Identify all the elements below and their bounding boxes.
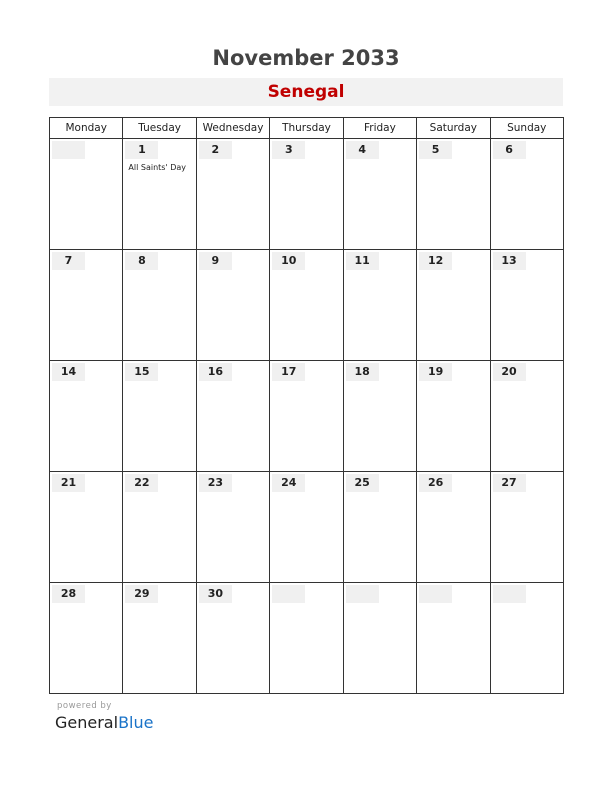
week-row <box>50 583 564 694</box>
country-banner <box>49 78 563 106</box>
holiday-label: All Saints' Day <box>128 163 186 172</box>
day-cell <box>343 139 416 250</box>
weekday-wednesday: Wednesday <box>196 118 269 139</box>
day-number: 13 <box>493 252 526 270</box>
day-number: 18 <box>346 363 379 381</box>
day-cell <box>343 361 416 472</box>
day-cell <box>417 583 490 694</box>
calendar-title: November 2033 <box>212 46 400 70</box>
brand-name-part2: Blue <box>118 713 154 732</box>
day-cell <box>50 361 123 472</box>
day-number: 14 <box>52 363 85 381</box>
day-number: 21 <box>52 474 85 492</box>
day-number: 16 <box>199 363 232 381</box>
day-number: 2 <box>199 141 232 159</box>
brand-name-part1: General <box>55 713 119 732</box>
day-cell <box>270 361 343 472</box>
day-number: 12 <box>419 252 452 270</box>
day-number <box>419 585 452 603</box>
day-cell <box>123 472 196 583</box>
day-number: 22 <box>125 474 158 492</box>
day-number <box>493 585 526 603</box>
day-cell <box>123 361 196 472</box>
generalblue-logo[interactable] <box>55 713 153 732</box>
day-cell <box>50 472 123 583</box>
day-number: 20 <box>493 363 526 381</box>
week-row <box>50 361 564 472</box>
day-cell <box>196 472 269 583</box>
weekday-friday: Friday <box>343 118 416 139</box>
powered-by-label: powered by <box>57 701 112 711</box>
day-number: 4 <box>346 141 379 159</box>
day-cell <box>343 472 416 583</box>
day-number: 8 <box>125 252 158 270</box>
day-cell <box>270 583 343 694</box>
day-number: 30 <box>199 585 232 603</box>
day-number: 24 <box>272 474 305 492</box>
week-row <box>50 472 564 583</box>
day-cell <box>196 361 269 472</box>
day-number: 15 <box>125 363 158 381</box>
day-cell <box>490 250 563 361</box>
day-cell <box>196 250 269 361</box>
day-number: 28 <box>52 585 85 603</box>
day-cell <box>270 250 343 361</box>
day-cell <box>417 472 490 583</box>
day-cell <box>270 139 343 250</box>
day-cell <box>417 139 490 250</box>
day-number: 9 <box>199 252 232 270</box>
day-number: 3 <box>272 141 305 159</box>
weekday-sunday: Sunday <box>490 118 563 139</box>
day-number <box>52 141 85 159</box>
day-cell <box>490 361 563 472</box>
day-cell <box>50 583 123 694</box>
day-number: 5 <box>419 141 452 159</box>
weekday-monday: Monday <box>50 118 123 139</box>
weekday-thursday: Thursday <box>270 118 343 139</box>
weekday-tuesday: Tuesday <box>123 118 196 139</box>
day-cell <box>343 583 416 694</box>
day-cell <box>50 250 123 361</box>
country-name: Senegal <box>267 82 345 102</box>
day-number: 19 <box>419 363 452 381</box>
day-cell <box>490 583 563 694</box>
week-row <box>50 250 564 361</box>
calendar-grid <box>49 117 564 694</box>
day-cell <box>417 361 490 472</box>
day-cell <box>50 139 123 250</box>
day-number: 25 <box>346 474 379 492</box>
day-cell <box>417 250 490 361</box>
day-cell <box>123 139 196 250</box>
day-number: 1 <box>125 141 158 159</box>
day-number: 17 <box>272 363 305 381</box>
day-cell <box>490 139 563 250</box>
day-cell <box>490 472 563 583</box>
day-cell <box>123 250 196 361</box>
day-cell <box>196 139 269 250</box>
day-cell <box>123 583 196 694</box>
day-number <box>272 585 305 603</box>
day-number: 7 <box>52 252 85 270</box>
day-number: 10 <box>272 252 305 270</box>
weekday-saturday: Saturday <box>417 118 490 139</box>
weekday-header-row <box>50 118 564 139</box>
week-row <box>50 139 564 250</box>
day-cell <box>343 250 416 361</box>
day-number: 27 <box>493 474 526 492</box>
day-number: 29 <box>125 585 158 603</box>
day-number <box>346 585 379 603</box>
day-number: 6 <box>493 141 526 159</box>
day-number: 26 <box>419 474 452 492</box>
day-cell <box>196 583 269 694</box>
day-number: 11 <box>346 252 379 270</box>
day-number: 23 <box>199 474 232 492</box>
day-cell <box>270 472 343 583</box>
